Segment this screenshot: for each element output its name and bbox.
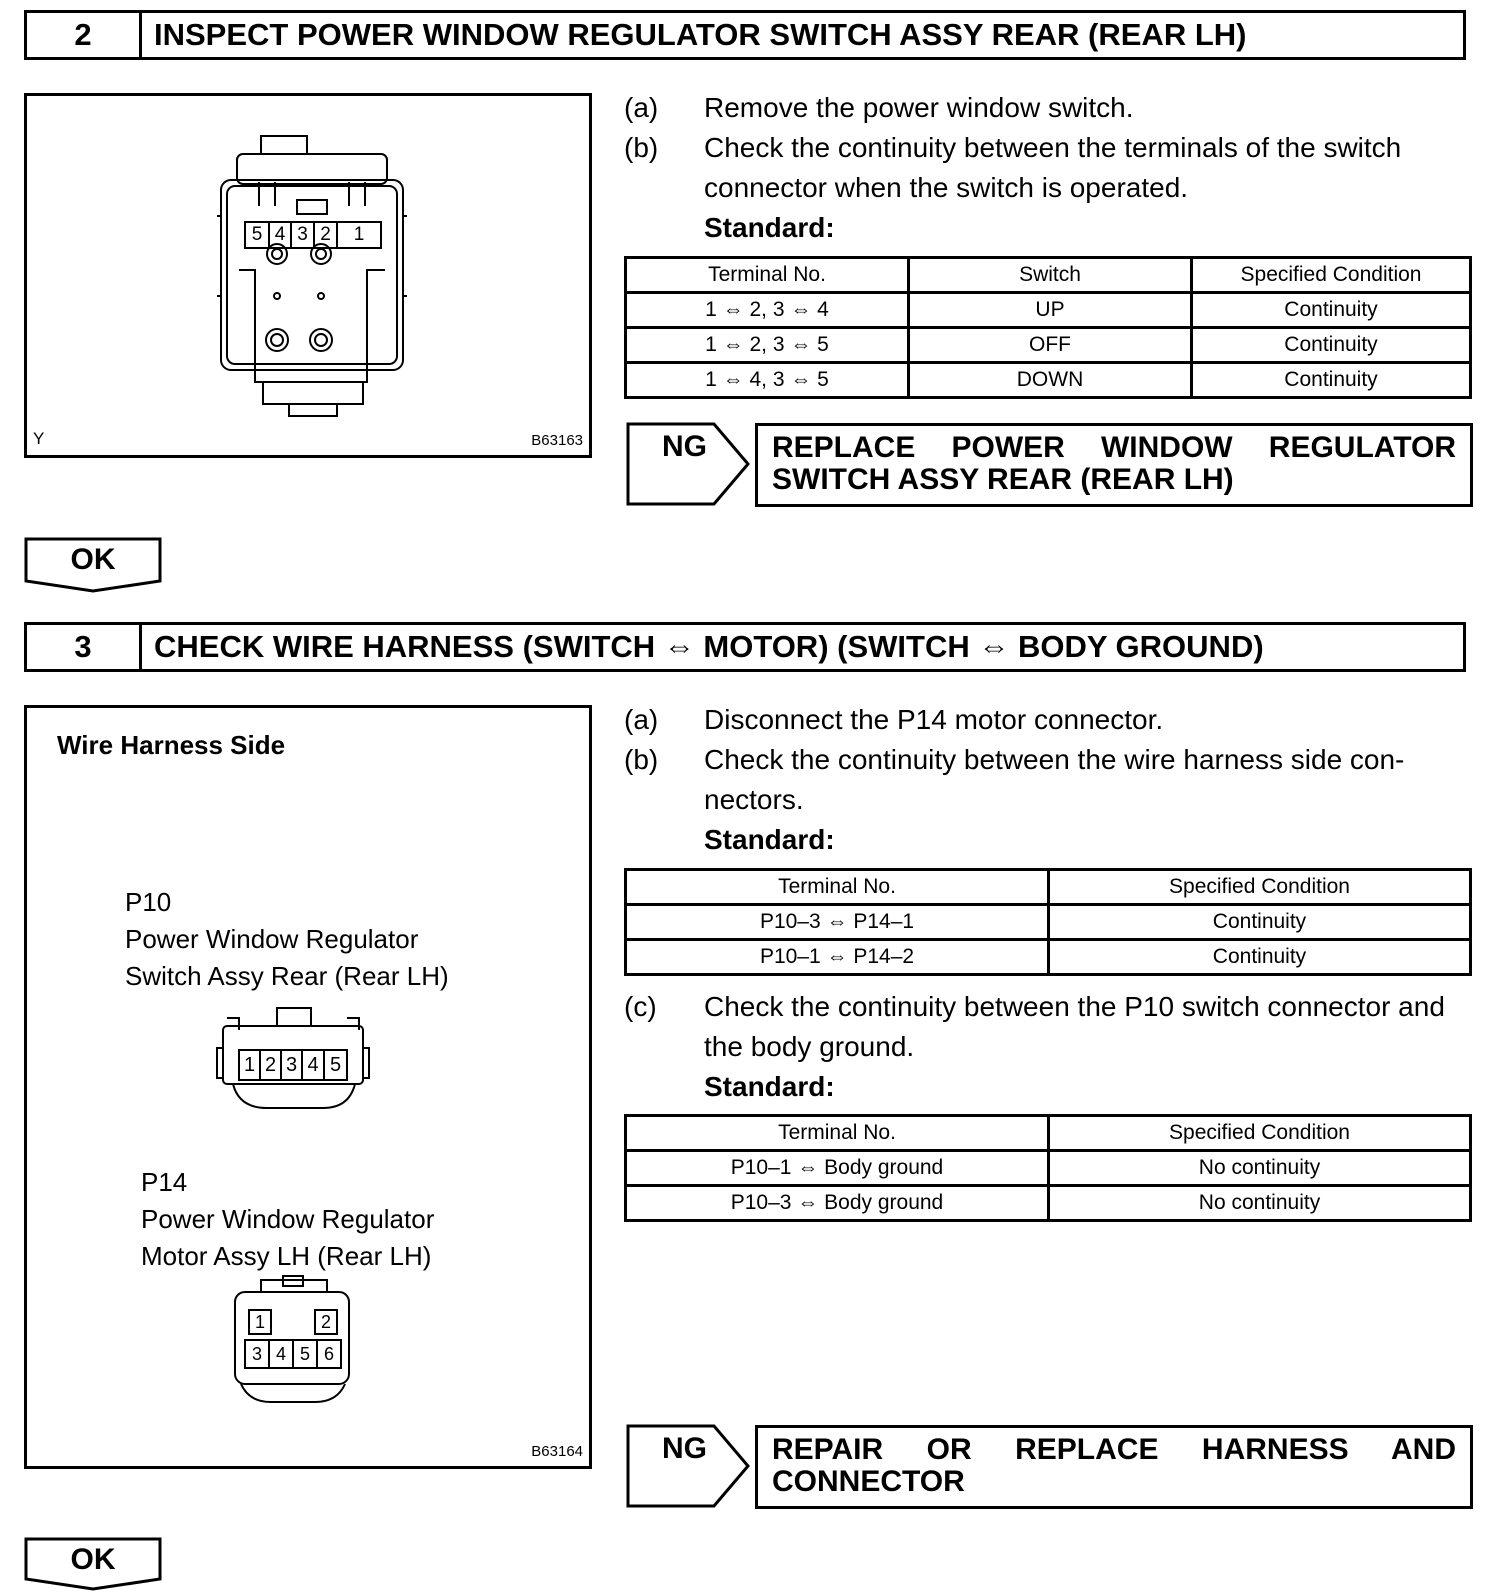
step-2-instructions (624, 88, 1472, 248)
step-3-header (24, 622, 1466, 672)
ng-action-line-2: SWITCH ASSY REAR (REAR LH) (772, 463, 1234, 496)
instruction-text: Check the continuity between the wire harness side con- nectors. (704, 744, 1405, 815)
step-3-table-2 (624, 1114, 1472, 1222)
terminal-label: 4 (307, 1054, 319, 1076)
table-cell: 1 ⇔ 2, 3 ⇔ 5 (626, 328, 909, 363)
terminal-label: 3 (285, 1054, 298, 1076)
table-header: Specified Condition (1049, 1116, 1471, 1151)
table-cell: P10–1 ⇔ P14–2 (626, 940, 1049, 975)
figure-code: B63164 (531, 1443, 583, 1460)
ng-action-line-1: REPAIR OR REPLACE HARNESS AND (772, 1433, 1456, 1466)
step-3-number: 3 (27, 625, 142, 669)
p14-terminal-labels (245, 1340, 341, 1368)
standard-label: Standard: (704, 824, 835, 855)
terminal-label: 5 (299, 1344, 310, 1364)
p14-caption (141, 1164, 434, 1275)
table-header-row (626, 1116, 1471, 1151)
ok-arrow (24, 537, 162, 593)
table-cell: P10–1 ⇔ Body ground (626, 1151, 1049, 1186)
table-row (626, 940, 1471, 975)
instruction-text: Check the continuity between the terminals of the switch connector when the switch is operated. (704, 132, 1402, 203)
p14-name-line-1: Power Window Regulator (141, 1204, 435, 1234)
figure-code: B63163 (531, 432, 583, 449)
ng-action-box (755, 1425, 1473, 1509)
terminal-label: 2 (320, 224, 331, 245)
terminal-label: 6 (323, 1344, 334, 1364)
table-cell: Continuity (1192, 363, 1471, 398)
table-header: Switch (909, 258, 1192, 293)
table-row (626, 905, 1471, 940)
figure-heading: Wire Harness Side (57, 730, 286, 760)
step-2-title: INSPECT POWER WINDOW REGULATOR SWITCH ASSY REAR (REAR LH) (154, 17, 1247, 52)
terminal-label: 2 (264, 1054, 277, 1076)
ng-action-line-2: CONNECTOR (772, 1465, 965, 1498)
table-cell: 1 ⇔ 2, 3 ⇔ 4 (626, 293, 909, 328)
ng-action-line-1: REPLACE POWER WINDOW REGULATOR (772, 431, 1456, 464)
figure-corner-label: Y (33, 429, 45, 448)
terminal-label: 2 (320, 1312, 331, 1332)
p10-id: P10 (125, 887, 172, 917)
table-cell: Continuity (1049, 905, 1471, 940)
step-3-title: CHECK WIRE HARNESS (SWITCH ⇔ MOTOR) (SWITCH ⇔ BODY GROUND) (154, 629, 1264, 664)
table-cell: UP (909, 293, 1192, 328)
table-header: Terminal No. (626, 1116, 1049, 1151)
table-row (626, 1151, 1471, 1186)
table-cell: Continuity (1192, 328, 1471, 363)
table-cell: OFF (909, 328, 1192, 363)
terminal-label: 1 (353, 224, 365, 245)
terminal-label: 4 (275, 1344, 286, 1364)
step-2-header (24, 10, 1466, 60)
terminal-label: 5 (251, 224, 263, 245)
terminal-label: 1 (254, 1312, 265, 1332)
table-header: Specified Condition (1192, 258, 1471, 293)
table-cell: DOWN (909, 363, 1192, 398)
switch-connector-diagram (27, 96, 589, 455)
instruction-text: Check the continuity between the P10 switch connector and the body ground. (704, 991, 1445, 1062)
instruction-label: (b) (624, 132, 659, 163)
ng-arrow (626, 1424, 754, 1508)
p14-id: P14 (141, 1167, 188, 1197)
table-cell: 1 ⇔ 4, 3 ⇔ 5 (626, 363, 909, 398)
instruction-item (624, 740, 1472, 820)
terminal-label: 5 (329, 1054, 342, 1076)
ok-arrow (24, 1537, 162, 1591)
instruction-item (624, 987, 1472, 1067)
instruction-text: Remove the power window switch. (704, 92, 1134, 123)
table-header: Terminal No. (626, 870, 1049, 905)
terminal-label: 3 (297, 224, 308, 245)
instruction-item (624, 88, 1472, 128)
table-cell: Continuity (1049, 940, 1471, 975)
table-cell: No continuity (1049, 1186, 1471, 1221)
ng-arrow (626, 422, 754, 506)
step-3-instructions-ab (624, 700, 1472, 860)
ng-action-box (755, 423, 1473, 507)
table-row (626, 1186, 1471, 1221)
p14-name-line-2: Motor Assy LH (Rear LH) (141, 1241, 432, 1271)
ok-label: OK (70, 1543, 116, 1576)
step-2-standard-table (624, 256, 1472, 399)
standard-label: Standard: (704, 212, 835, 243)
table-cell: No continuity (1049, 1151, 1471, 1186)
wire-harness-figure (24, 705, 592, 1469)
p10-name-line-2: Switch Assy Rear (Rear LH) (125, 961, 449, 991)
table-cell: P10–3 ⇔ Body ground (626, 1186, 1049, 1221)
table-header-row (626, 870, 1471, 905)
ok-label: OK (70, 543, 116, 576)
step-2-number: 2 (27, 13, 142, 57)
table-row (626, 293, 1471, 328)
table-header-row (626, 258, 1471, 293)
ng-label: NG (662, 430, 707, 463)
table-row (626, 363, 1471, 398)
table-header: Specified Condition (1049, 870, 1471, 905)
step-3-table-1 (624, 868, 1472, 976)
table-row (626, 328, 1471, 363)
instruction-item (624, 128, 1472, 208)
switch-terminal-labels (245, 222, 381, 248)
instruction-label: (b) (624, 744, 659, 775)
terminal-label: 1 (243, 1054, 256, 1076)
table-cell: P10–3 ⇔ P14–1 (626, 905, 1049, 940)
terminal-label: 3 (251, 1344, 262, 1364)
p10-terminal-labels (239, 1050, 347, 1080)
instruction-item (624, 700, 1472, 740)
p10-name-line-1: Power Window Regulator (125, 924, 419, 954)
standard-label: Standard: (704, 1071, 835, 1102)
instruction-label: (c) (624, 991, 657, 1022)
terminal-label: 4 (274, 224, 286, 245)
switch-connector-figure (24, 93, 592, 458)
step-3-instruction-c (624, 987, 1472, 1107)
ng-label: NG (662, 1432, 707, 1465)
instruction-text: Disconnect the P14 motor connector. (704, 704, 1164, 735)
table-header: Terminal No. (626, 258, 909, 293)
table-cell: Continuity (1192, 293, 1471, 328)
instruction-label: (a) (624, 704, 659, 735)
instruction-label: (a) (624, 92, 659, 123)
